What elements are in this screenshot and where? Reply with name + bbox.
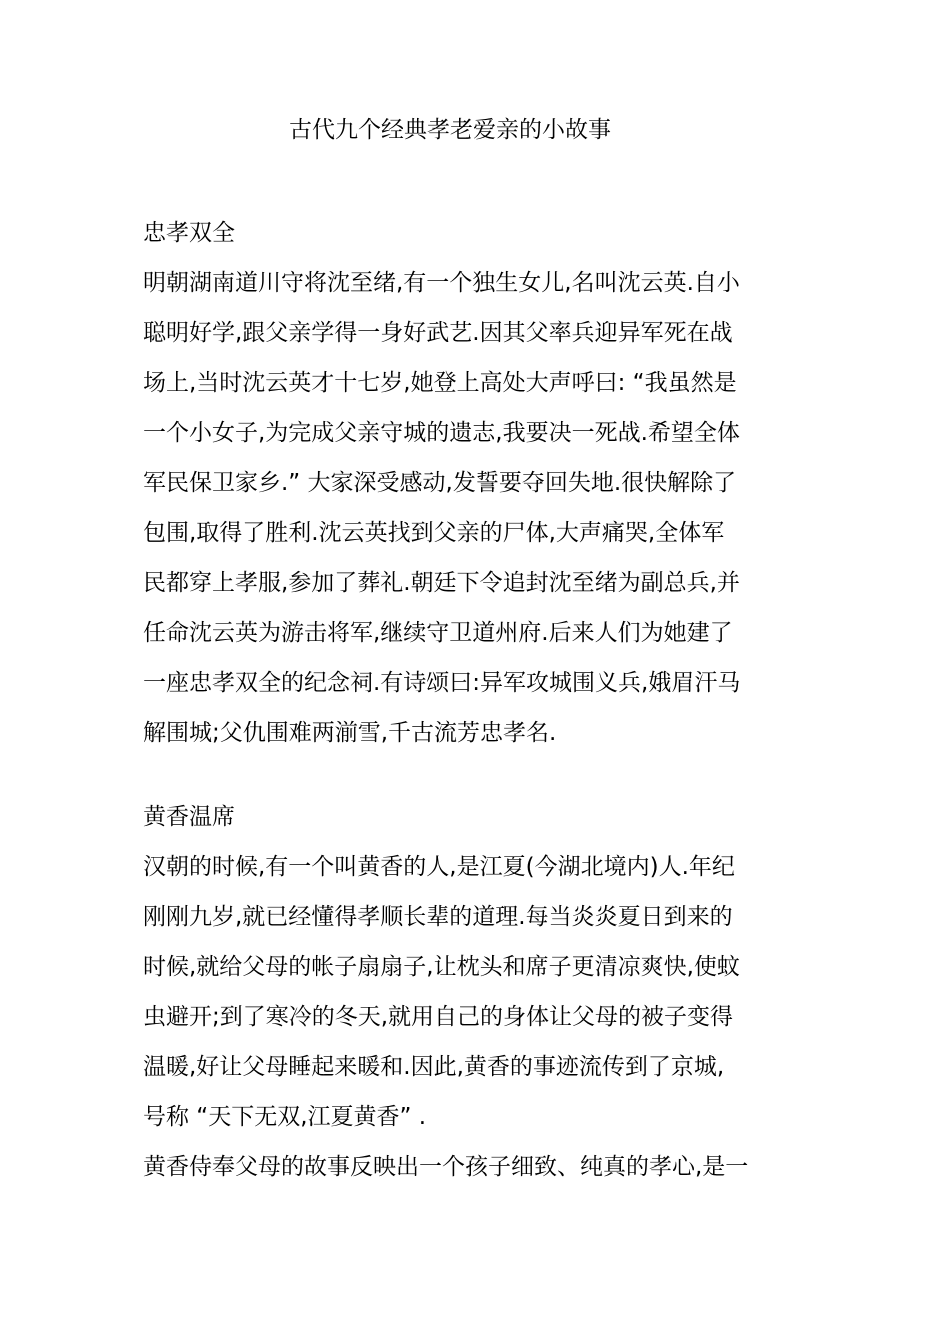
text-line: 温暖,好让父母睡起来暖和.因此,黄香的事迹流传到了京城, <box>143 1054 725 1080</box>
text-line: 时候,就给父母的帐子扇扇子,让枕头和席子更清凉爽快,使蚊 <box>143 954 740 980</box>
story-section-zhongxiao <box>143 208 807 758</box>
text-line: 明朝湖南道川守将沈至绪,有一个独生女儿,名叫沈云英.自小 <box>143 270 740 296</box>
text-line: 号称 “天下无双,江夏黄香” . <box>143 1104 427 1130</box>
text-line: 任命沈云英为游击将军,继续守卫道州府.后来人们为她建了 <box>143 620 733 646</box>
text-line: 民都穿上孝服,参加了葬礼.朝廷下令追封沈至绪为副总兵,并 <box>143 570 740 596</box>
text-line: 场上,当时沈云英才十七岁,她登上高处大声呼曰: “我虽然是 <box>143 370 737 396</box>
text-line: 包围,取得了胜利.沈云英找到父亲的尸体,大声痛哭,全体军 <box>143 520 725 546</box>
text-line: 军民保卫家乡.” 大家深受感动,发誓要夺回失地.很快解除了 <box>143 470 737 496</box>
text-line: 汉朝的时候,有一个叫黄香的人,是江夏(今湖北境内)人.年纪 <box>143 854 735 880</box>
story-section-huangxiang <box>143 792 807 1192</box>
section-spacer <box>143 758 807 792</box>
text-line: 一座忠孝双全的纪念祠.有诗颂曰:异军攻城围义兵,娥眉汗马 <box>143 670 741 696</box>
text-line: 解围城;父仇围难两湔雪,千古流芳忠孝名. <box>143 720 557 746</box>
text-line: 黄香侍奉父母的故事反映出一个孩子细致、纯真的孝心,是一 <box>143 1154 749 1180</box>
section-heading: 忠孝双全 <box>143 220 235 246</box>
story-paragraph <box>143 258 807 758</box>
text-line: 一个小女子,为完成父亲守城的遗志,我要决一死战.希望全体 <box>143 420 740 446</box>
section-heading: 黄香温席 <box>143 804 235 830</box>
text-line: 虫避开;到了寒冷的冬天,就用自己的身体让父母的被子变得 <box>143 1004 734 1030</box>
story-paragraph <box>143 842 807 1192</box>
document-body <box>143 208 807 1192</box>
page-title: 古代九个经典孝老爱亲的小故事 <box>289 117 611 143</box>
text-line: 聪明好学,跟父亲学得一身好武艺.因其父率兵迎异军死在战 <box>143 320 733 346</box>
text-line: 刚刚九岁,就已经懂得孝顺长辈的道理.每当炎炎夏日到来的 <box>143 904 733 930</box>
